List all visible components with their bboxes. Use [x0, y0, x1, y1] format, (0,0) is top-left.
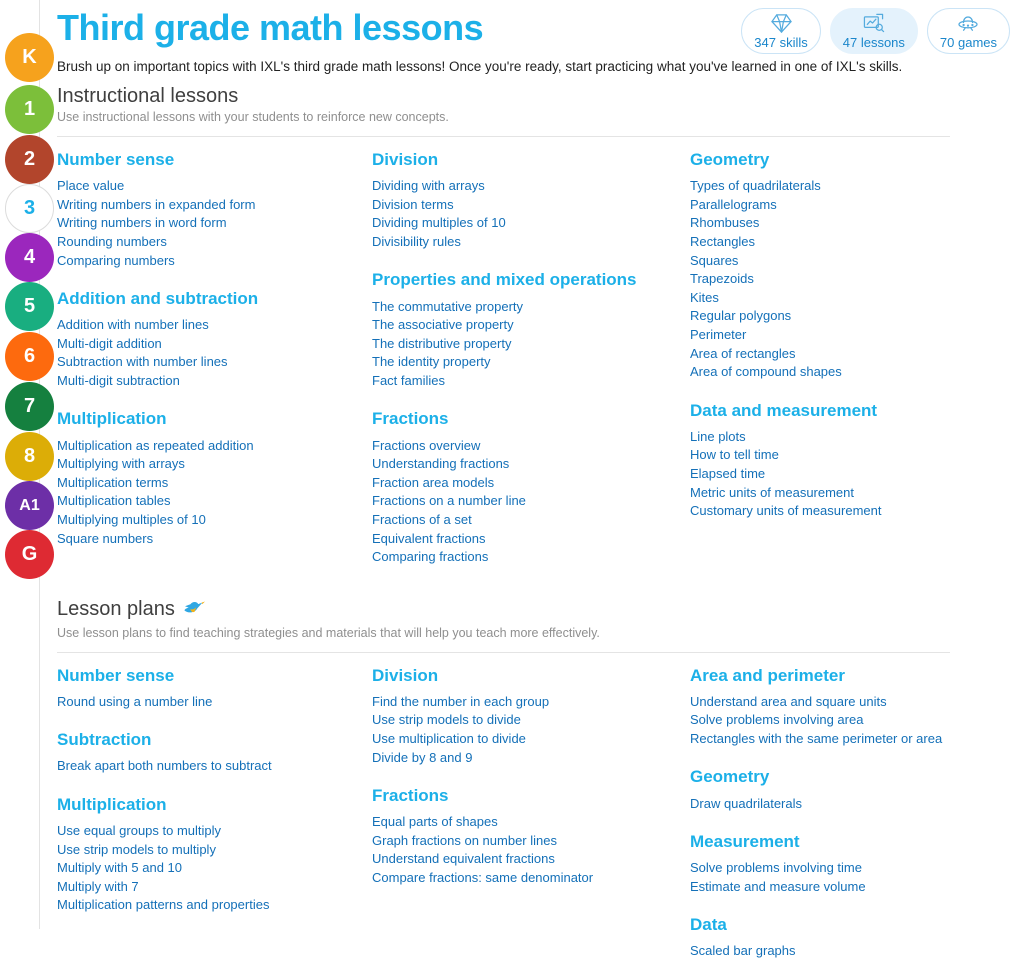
lesson-link[interactable]: Multiply with 7 [57, 878, 139, 894]
lesson-link[interactable]: Comparing fractions [372, 549, 489, 565]
lesson-link[interactable]: Regular polygons [690, 308, 792, 324]
lesson-link[interactable]: Dividing with arrays [372, 178, 485, 194]
grade-badge-2[interactable]: 2 [5, 135, 54, 184]
grade-badge-7[interactable]: 7 [5, 382, 54, 431]
category-title[interactable]: Fractions [372, 785, 449, 805]
category-title[interactable]: Data and measurement [690, 400, 878, 420]
category-division [372, 150, 690, 251]
lesson-link[interactable]: Metric units of measurement [690, 484, 855, 500]
lesson-link[interactable]: Rhombuses [690, 215, 760, 231]
lessons-icon [862, 13, 885, 34]
category-title[interactable]: Subtraction [57, 730, 152, 750]
stat-pill-label: 47 lessons [842, 34, 905, 50]
section-columns [57, 653, 950, 980]
lesson-link[interactable]: Kites [690, 289, 719, 305]
grade-badge-8[interactable]: 8 [5, 432, 54, 481]
grade-badge-1[interactable]: 1 [5, 85, 54, 134]
lesson-link[interactable]: Use equal groups to multiply [57, 822, 222, 838]
grade-badge-g[interactable]: G [5, 530, 54, 579]
lesson-link[interactable]: Trapezoids [690, 271, 754, 287]
grade-badge-k[interactable]: K [5, 33, 54, 82]
lesson-link[interactable]: The associative property [372, 317, 514, 333]
grade-badge-5[interactable]: 5 [5, 282, 54, 331]
lesson-link[interactable]: Squares [690, 252, 739, 268]
category-number-sense [57, 150, 372, 270]
stats-pills [741, 8, 1010, 54]
section-heading: Instructional lessons [57, 85, 239, 107]
lesson-link[interactable]: Fraction area models [372, 474, 495, 490]
lesson-link[interactable]: Solve problems involving time [690, 860, 862, 876]
category-measurement [690, 832, 950, 896]
gem-icon [770, 13, 793, 34]
category-title[interactable]: Multiplication [57, 794, 167, 814]
section-subheading: Use lesson plans to find teaching strategies and materials that will help you teach more effectively. [57, 625, 600, 640]
lesson-link[interactable]: Use multiplication to divide [372, 730, 526, 746]
section-subheading: Use instructional lessons with your students to reinforce new concepts. [57, 110, 449, 124]
lesson-link[interactable]: Multiply with 5 and 10 [57, 860, 183, 876]
bird-icon [182, 596, 206, 623]
lesson-link[interactable]: Multiplication terms [57, 474, 169, 490]
lesson-link[interactable]: Divisibility rules [372, 234, 461, 250]
lesson-link[interactable]: Parallelograms [690, 196, 777, 212]
lesson-link[interactable]: Divide by 8 and 9 [372, 749, 473, 765]
lesson-link[interactable]: Rectangles with the same perimeter or area [690, 730, 943, 746]
lesson-link[interactable]: Estimate and measure volume [690, 878, 866, 894]
lesson-link[interactable]: Elapsed time [690, 466, 766, 482]
grade-badge-4[interactable]: 4 [5, 233, 54, 282]
stat-pill-347-skills[interactable] [741, 8, 820, 54]
column-2 [372, 150, 690, 586]
lesson-link[interactable]: Draw quadrilaterals [690, 795, 802, 811]
main-content [40, 0, 1024, 980]
lesson-link[interactable]: Multi-digit addition [57, 335, 162, 351]
lesson-link[interactable]: Break apart both numbers to subtract [57, 758, 272, 774]
column-2 [372, 666, 690, 907]
section-lesson-plans [57, 596, 950, 980]
lesson-link[interactable]: Dividing multiples of 10 [372, 215, 506, 231]
lesson-link[interactable]: How to tell time [690, 447, 779, 463]
column-3 [690, 150, 950, 540]
category-data [690, 915, 950, 961]
page-title: Third grade math lessons [57, 7, 484, 48]
category-title[interactable]: Measurement [690, 831, 800, 851]
section-heading: Lesson plans [57, 598, 175, 620]
lesson-link[interactable]: Use strip models to divide [372, 712, 521, 728]
category-addition-and-subtraction [57, 289, 372, 390]
lesson-link[interactable]: Equal parts of shapes [372, 814, 498, 830]
lesson-link[interactable]: Multi-digit subtraction [57, 373, 180, 389]
category-title[interactable]: Area and perimeter [690, 665, 845, 685]
lesson-link[interactable]: Multiplying multiples of 10 [57, 512, 206, 528]
lesson-link[interactable]: Fractions on a number line [372, 493, 526, 509]
lesson-link[interactable]: Square numbers [57, 530, 154, 546]
lesson-link[interactable]: Round using a number line [57, 693, 213, 709]
section-columns [57, 137, 950, 586]
lesson-link[interactable]: Subtraction with number lines [57, 354, 228, 370]
column-1 [57, 150, 372, 567]
lesson-link[interactable]: Types of quadrilaterals [690, 178, 821, 194]
category-fractions [372, 786, 690, 887]
category-number-sense [57, 666, 372, 712]
lesson-link[interactable]: Customary units of measurement [690, 503, 882, 519]
category-title[interactable]: Properties and mixed operations [372, 270, 637, 290]
category-title[interactable]: Fractions [372, 409, 449, 429]
category-multiplication [57, 795, 372, 915]
category-geometry [690, 767, 950, 813]
category-title[interactable]: Division [372, 665, 439, 685]
lesson-link[interactable]: Line plots [690, 428, 746, 444]
lesson-link[interactable]: Multiplication as repeated addition [57, 437, 254, 453]
stat-pill-label: 347 skills [754, 34, 808, 50]
category-subtraction [57, 730, 372, 776]
lesson-link[interactable]: Perimeter [690, 327, 747, 343]
column-1 [57, 666, 372, 934]
lesson-link[interactable]: Rectangles [690, 234, 756, 250]
lesson-link[interactable]: Graph fractions on number lines [372, 832, 557, 848]
lesson-link[interactable]: Comparing numbers [57, 252, 175, 268]
lesson-link[interactable]: Understand equivalent fractions [372, 851, 555, 867]
category-multiplication [57, 409, 372, 548]
lesson-link[interactable]: Solve problems involving area [690, 712, 864, 728]
category-fractions [372, 409, 690, 566]
lesson-link[interactable]: The commutative property [372, 298, 524, 314]
category-title[interactable]: Number sense [57, 665, 175, 685]
stat-pill-47-lessons[interactable] [830, 8, 918, 54]
ufo-icon [956, 13, 980, 34]
lesson-link[interactable]: Understanding fractions [372, 456, 510, 472]
lesson-link[interactable]: Writing numbers in expanded form [57, 196, 256, 212]
column-3 [690, 666, 950, 980]
grade-badge-3[interactable]: 3 [5, 184, 54, 233]
lesson-link[interactable]: Use strip models to multiply [57, 841, 216, 857]
section-instructional-lessons [57, 85, 950, 586]
category-title[interactable]: Addition and subtraction [57, 288, 259, 308]
lesson-link[interactable]: Fractions overview [372, 437, 481, 453]
lesson-link[interactable]: Understand area and square units [690, 693, 887, 709]
lesson-link[interactable]: Find the number in each group [372, 693, 550, 709]
lesson-link[interactable]: The identity property [372, 354, 491, 370]
page-description: Brush up on important topics with IXL's third grade math lessons! Once you're ready, start practicing what you've learned in one of IXL's skills. [57, 59, 903, 74]
lesson-link[interactable]: Writing numbers in word form [57, 215, 227, 231]
stat-pill-70-games[interactable] [927, 8, 1010, 54]
category-geometry [690, 150, 950, 382]
lesson-link[interactable]: Division terms [372, 196, 454, 212]
lesson-link[interactable]: Fact families [372, 373, 445, 389]
lesson-link[interactable]: Addition with number lines [57, 317, 209, 333]
category-data-and-measurement [690, 401, 950, 521]
lesson-link[interactable]: Area of rectangles [690, 345, 796, 361]
lesson-link[interactable]: Multiplication tables [57, 493, 171, 509]
lesson-link[interactable]: Rounding numbers [57, 234, 167, 250]
category-title[interactable]: Data [690, 915, 727, 935]
section-heading-row [57, 596, 950, 623]
lesson-link[interactable]: Fractions of a set [372, 512, 472, 528]
lesson-link[interactable]: Multiplication patterns and properties [57, 897, 270, 913]
stat-pill-label: 70 games [939, 34, 997, 50]
lesson-link[interactable]: Place value [57, 178, 125, 194]
lesson-link[interactable]: Multiplying with arrays [57, 456, 185, 472]
grade-badge-6[interactable]: 6 [5, 332, 54, 381]
lesson-link[interactable]: The distributive property [372, 335, 512, 351]
category-title[interactable]: Geometry [690, 150, 770, 169]
section-heading-row [57, 85, 950, 107]
category-title[interactable]: Division [372, 150, 439, 169]
category-title[interactable]: Number sense [57, 150, 175, 169]
lesson-link[interactable]: Equivalent fractions [372, 530, 486, 546]
category-properties-and-mixed-operations [372, 270, 690, 390]
grade-badge-a1[interactable]: A1 [5, 481, 54, 530]
category-title[interactable]: Multiplication [57, 409, 167, 429]
category-title[interactable]: Geometry [690, 767, 770, 787]
lesson-link[interactable]: Compare fractions: same denominator [372, 869, 594, 885]
category-area-and-perimeter [690, 666, 950, 749]
lesson-link[interactable]: Area of compound shapes [690, 364, 842, 380]
lesson-link[interactable]: Scaled bar graphs [690, 943, 796, 959]
category-division [372, 666, 690, 767]
sections-container [57, 85, 950, 980]
